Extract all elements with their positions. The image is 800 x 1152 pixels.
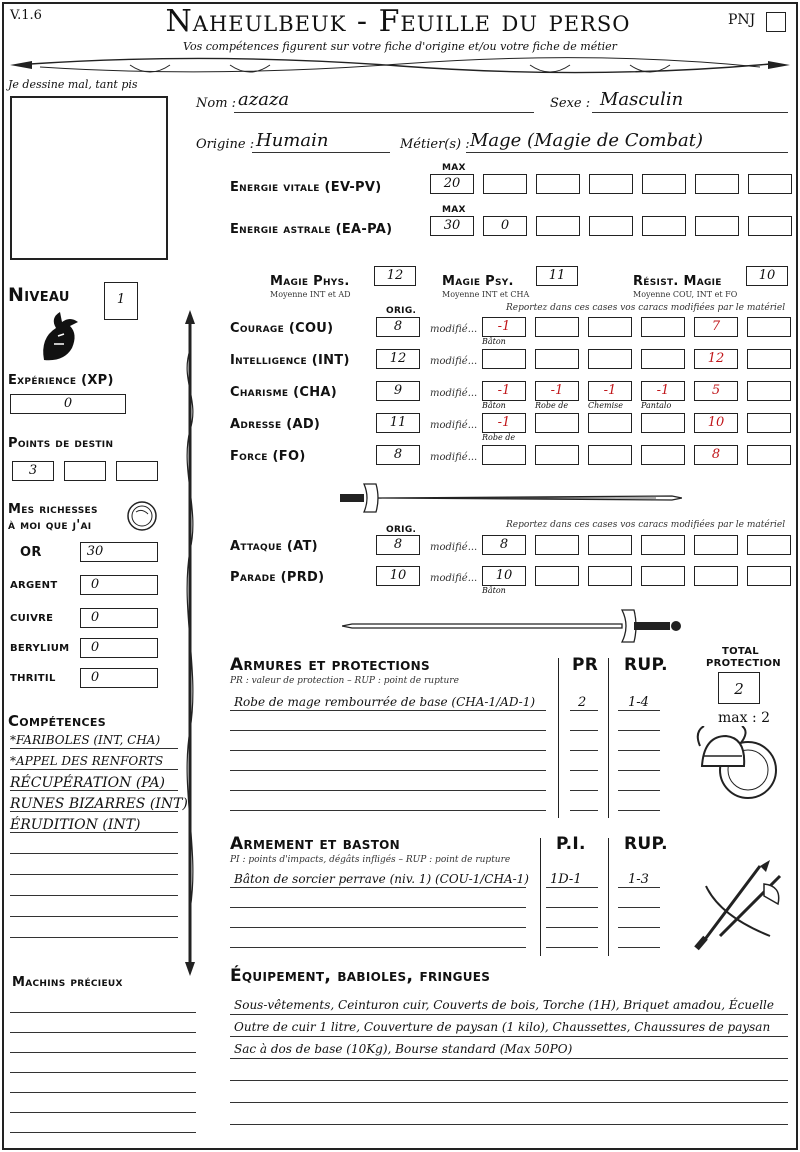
- ea-box-3[interactable]: [536, 216, 580, 236]
- wealth-value-argent: 0: [90, 577, 100, 592]
- armor-rup-line: [618, 790, 660, 791]
- equipment-line: [230, 1124, 788, 1125]
- combat-mod-value-1-1: 8: [499, 537, 509, 552]
- competences-title: Compétences: [8, 712, 106, 730]
- weapon-rup-line: [618, 907, 660, 908]
- ornament-divider: [10, 54, 790, 76]
- stat-mod-source-3-3: Chemise: [588, 401, 623, 410]
- stat-mod-box-4-6[interactable]: [747, 413, 791, 433]
- niveau-label: Niveau: [8, 284, 70, 306]
- weapons-divider-1: [540, 838, 541, 956]
- ea-value-1: 30: [443, 218, 461, 233]
- combat-modifie-label-1: modifié...: [430, 542, 478, 553]
- stat-modifie-label-1: modifié...: [430, 324, 478, 335]
- stat-mod-box-2-4[interactable]: [641, 349, 685, 369]
- combat-mod-box-2-4[interactable]: [641, 566, 685, 586]
- stat-mod-value-3-3: -1: [603, 383, 617, 398]
- ea-box-7[interactable]: [748, 216, 792, 236]
- stat-mod-box-5-3[interactable]: [588, 445, 632, 465]
- wealth-value-thritil: 0: [90, 670, 100, 685]
- armor-title: Armures et protections: [230, 655, 430, 675]
- weapon-rup-line: [618, 947, 660, 948]
- stat-orig-value-1: 8: [393, 319, 403, 334]
- equipment-title: Équipement, babioles, fringues: [230, 966, 491, 986]
- ev-box-7[interactable]: [748, 174, 792, 194]
- weapons-divider-2: [608, 838, 609, 956]
- ea-label: Energie astrale (EA-PA): [230, 222, 393, 237]
- stat-label-1: Courage (COU): [230, 321, 334, 336]
- sword-decoration-2: [342, 606, 682, 646]
- magie-phys-value: 12: [386, 268, 404, 283]
- armor-item-rup: 1-4: [628, 695, 649, 710]
- stat-mod-value-1-1: -1: [497, 319, 511, 334]
- combat-mod-box-1-3[interactable]: [588, 535, 632, 555]
- stat-mod-value-5-5: 8: [711, 447, 721, 462]
- ev-box-5[interactable]: [642, 174, 686, 194]
- stat-mod-box-2-6[interactable]: [747, 349, 791, 369]
- skill-item: RÉCUPÉRATION (PA): [10, 775, 166, 791]
- page-subtitle: Vos compétences figurent sur votre fiche d'origine et/ou votre fiche de métier: [183, 40, 617, 53]
- xp-label: Expérience (XP): [8, 373, 114, 388]
- weapon-name-line: [230, 947, 526, 948]
- xp-value: 0: [63, 396, 73, 411]
- weapons-col-pi: P.I.: [556, 834, 586, 854]
- weapon-pi-line: [546, 947, 598, 948]
- equipment-line: [230, 1058, 788, 1059]
- portrait-box[interactable]: [10, 96, 168, 260]
- stat-mod-box-4-2[interactable]: [535, 413, 579, 433]
- combat-label-1: Attaque (AT): [230, 539, 318, 554]
- ev-value-1: 20: [443, 176, 461, 191]
- skill-line: [10, 769, 178, 770]
- combat-orig-value-1: 8: [393, 537, 403, 552]
- skill-item: *FARIBOLES (INT, CHA): [10, 733, 161, 747]
- combat-label-2: Parade (PRD): [230, 570, 325, 585]
- stat-mod-box-4-4[interactable]: [641, 413, 685, 433]
- weapon-pi-line: [546, 927, 598, 928]
- combat-mod-box-2-6[interactable]: [747, 566, 791, 586]
- combat-mod-box-2-3[interactable]: [588, 566, 632, 586]
- resist-label: Résist. Magie: [633, 274, 722, 289]
- armor-col-rup: RUP.: [624, 655, 668, 675]
- ea-max-label: MAX: [442, 205, 466, 215]
- ea-box-5[interactable]: [642, 216, 686, 236]
- weapon-item-name: Bâton de sorcier perrave (niv. 1) (COU-1/CHA-1): [234, 872, 529, 886]
- precious-line: [10, 1112, 196, 1113]
- ea-value-2: 0: [500, 218, 510, 233]
- equipment-line: [230, 1080, 788, 1081]
- armor-pr-line: [570, 750, 598, 751]
- equipment-line: [230, 1014, 788, 1015]
- armor-name-line: [230, 730, 546, 731]
- weapons-title: Armement et baston: [230, 834, 401, 854]
- armor-rup-line: [618, 730, 660, 731]
- nom-label: Nom :: [196, 96, 237, 111]
- armor-pr-line: [570, 810, 598, 811]
- metier-line: [466, 152, 788, 153]
- precious-line: [10, 1032, 196, 1033]
- stat-mod-box-2-2[interactable]: [535, 349, 579, 369]
- stat-mod-value-1-5: 7: [711, 319, 721, 334]
- combat-orig-value-2: 10: [389, 568, 407, 583]
- skill-line: [10, 916, 178, 917]
- niveau-value: 1: [116, 292, 126, 307]
- weapon-name-line: [230, 907, 526, 908]
- nom-line: [234, 112, 534, 113]
- stat-modifie-label-4: modifié...: [430, 420, 478, 431]
- weapons-icon: [690, 856, 790, 956]
- armor-name-line: [230, 750, 546, 751]
- sexe-field[interactable]: Masculin: [600, 89, 684, 110]
- nom-field[interactable]: azaza: [238, 89, 290, 110]
- combat-note: Reportez dans ces cases vos caracs modifiées par le matériel: [506, 520, 786, 530]
- stat-orig-value-3: 9: [393, 383, 403, 398]
- destin-box-2[interactable]: [64, 461, 106, 481]
- ev-max-label: MAX: [442, 163, 466, 173]
- weapon-name-line: [230, 887, 526, 888]
- stat-orig-value-5: 8: [393, 447, 403, 462]
- precious-line: [10, 1012, 196, 1013]
- armor-pr-line: [570, 770, 598, 771]
- max-protection-label: max : 2: [718, 710, 771, 726]
- armor-rup-line: [618, 770, 660, 771]
- wealth-value-berylium: 0: [90, 640, 100, 655]
- stat-label-3: Charisme (CHA): [230, 385, 337, 400]
- armor-col-pr: PR: [572, 655, 599, 675]
- stat-orig-value-2: 12: [389, 351, 407, 366]
- stat-mod-box-5-2[interactable]: [535, 445, 579, 465]
- stat-mod-box-2-1[interactable]: [482, 349, 526, 369]
- stat-mod-source-4-1: Robe de: [482, 433, 516, 442]
- combat-mod-value-2-1: 10: [495, 568, 513, 583]
- ev-label: Energie vitale (EV-PV): [230, 180, 382, 195]
- stat-mod-value-4-5: 10: [707, 415, 725, 430]
- stat-mod-value-3-2: -1: [550, 383, 564, 398]
- stat-mod-source-3-4: Pantalo: [641, 401, 672, 410]
- stat-modifie-label-2: modifié...: [430, 356, 478, 367]
- pnj-label: PNJ: [728, 12, 756, 28]
- weapon-rup-line: [618, 887, 660, 888]
- armor-rup-line: [618, 810, 660, 811]
- precious-line: [10, 1092, 196, 1093]
- skill-item: *APPEL DES RENFORTS: [10, 754, 164, 768]
- equipment-item: Outre de cuir 1 litre, Couverture de paysan (1 kilo), Chaussettes, Chaussures de paysan: [234, 1020, 771, 1034]
- sword-decoration-1: [336, 478, 682, 518]
- origine-label: Origine :: [196, 137, 255, 152]
- combat-mod-box-1-6[interactable]: [747, 535, 791, 555]
- magie-psy-sub: Moyenne INT et CHA: [442, 290, 530, 299]
- weapon-name-line: [230, 927, 526, 928]
- weapon-pi-line: [546, 887, 598, 888]
- precious-line: [10, 1132, 196, 1133]
- armor-pr-line: [570, 730, 598, 731]
- armor-pr-line: [570, 790, 598, 791]
- stat-label-4: Adresse (AD): [230, 417, 321, 432]
- stat-mod-value-4-1: -1: [497, 415, 511, 430]
- stat-orig-value-4: 11: [389, 415, 407, 430]
- dragon-icon: [34, 308, 84, 366]
- skill-line: [10, 937, 178, 938]
- coin-icon: [126, 500, 158, 532]
- armor-name-line: [230, 770, 546, 771]
- weapon-item-pi: 1D-1: [550, 872, 582, 887]
- wealth-value-or: 30: [86, 544, 104, 559]
- stat-mod-value-3-5: 5: [711, 383, 721, 398]
- sexe-line: [592, 112, 788, 113]
- resist-value: 10: [758, 268, 776, 283]
- combat-orig-label: ORIG.: [386, 525, 417, 535]
- armor-divider-2: [608, 658, 609, 818]
- precious-line: [10, 1052, 196, 1053]
- stat-mod-box-1-6[interactable]: [747, 317, 791, 337]
- stat-mod-box-5-4[interactable]: [641, 445, 685, 465]
- magie-phys-sub: Moyenne INT et AD: [270, 290, 351, 299]
- armor-name-line: [230, 790, 546, 791]
- equipment-line: [230, 1102, 788, 1103]
- wealth-label-berylium: BERYLIUM: [10, 643, 70, 654]
- skill-line: [10, 895, 178, 896]
- skill-item: RUNES BIZARRES (INT): [10, 796, 188, 812]
- armor-item-name: Robe de mage rembourrée de base (CHA-1/AD-1): [234, 695, 536, 709]
- armor-pr-line: [570, 710, 598, 711]
- stat-mod-box-1-4[interactable]: [641, 317, 685, 337]
- origine-line: [252, 152, 390, 153]
- wealth-label-argent: ARGENT: [10, 580, 58, 591]
- ev-box-4[interactable]: [589, 174, 633, 194]
- resist-sub: Moyenne COU, INT et FO: [633, 290, 738, 299]
- combat-mod-box-2-5[interactable]: [694, 566, 738, 586]
- wealth-label-thritil: THRITIL: [10, 673, 56, 684]
- equipment-item: Sac à dos de base (10Kg), Bourse standard (Max 50PO): [234, 1042, 573, 1056]
- wealth-value-cuivre: 0: [90, 610, 100, 625]
- stat-mod-source-3-2: Robe de: [535, 401, 569, 410]
- skill-item: ÉRUDITION (INT): [10, 817, 141, 833]
- portrait-caption: Je dessine mal, tant pis: [8, 78, 138, 91]
- magie-phys-label: Magie Phys.: [270, 274, 350, 289]
- stat-mod-box-2-3[interactable]: [588, 349, 632, 369]
- stat-mod-box-4-3[interactable]: [588, 413, 632, 433]
- armor-item-pr: 2: [578, 695, 587, 710]
- stat-mod-source-1-1: Bâton: [482, 337, 506, 346]
- stat-label-5: Force (FO): [230, 449, 306, 464]
- weapon-item-rup: 1-3: [628, 872, 649, 887]
- version-label: V.1.6: [10, 8, 42, 23]
- ev-box-2[interactable]: [483, 174, 527, 194]
- skill-line: [10, 748, 178, 749]
- weapons-legend: PI : points d'impacts, dégâts infligés – RUP : point de rupture: [230, 855, 511, 865]
- skill-line: [10, 874, 178, 875]
- combat-mod-source-2-1: Bâton: [482, 586, 506, 595]
- richesses-label-1: Mes richesses: [8, 502, 98, 517]
- magie-psy-label: Magie Psy.: [442, 274, 514, 289]
- ev-box-3[interactable]: [536, 174, 580, 194]
- stats-orig-label: ORIG.: [386, 306, 417, 316]
- skill-line: [10, 853, 178, 854]
- stat-mod-box-3-6[interactable]: [747, 381, 791, 401]
- equipment-line: [230, 1036, 788, 1037]
- armor-name-line: [230, 810, 546, 811]
- total-label-1: TOTAL: [722, 646, 759, 657]
- ea-box-6[interactable]: [695, 216, 739, 236]
- combat-mod-box-2-2[interactable]: [535, 566, 579, 586]
- total-protection-value: 2: [734, 680, 744, 698]
- stat-mod-value-3-1: -1: [497, 383, 511, 398]
- combat-modifie-label-2: modifié...: [430, 573, 478, 584]
- machins-title: Machins précieux: [12, 975, 123, 990]
- combat-mod-box-1-5[interactable]: [694, 535, 738, 555]
- weapon-rup-line: [618, 927, 660, 928]
- ea-box-4[interactable]: [589, 216, 633, 236]
- richesses-label-2: à moi que j'ai: [8, 518, 92, 533]
- wealth-label-cuivre: CUIVRE: [10, 613, 54, 624]
- armor-legend: PR : valeur de protection – RUP : point de rupture: [230, 676, 459, 686]
- destin-box-3[interactable]: [116, 461, 158, 481]
- ev-box-6[interactable]: [695, 174, 739, 194]
- armor-rup-line: [618, 750, 660, 751]
- weapons-col-rup: RUP.: [624, 834, 668, 854]
- stat-mod-source-3-1: Bâton: [482, 401, 506, 410]
- stats-note: Reportez dans ces cases vos caracs modifiées par le matériel: [506, 303, 786, 313]
- stat-mod-box-5-6[interactable]: [747, 445, 791, 465]
- helmet-shield-icon: [694, 726, 778, 808]
- combat-mod-box-1-4[interactable]: [641, 535, 685, 555]
- weapon-pi-line: [546, 907, 598, 908]
- stat-mod-box-5-1[interactable]: [482, 445, 526, 465]
- stat-label-2: Intelligence (INT): [230, 353, 350, 368]
- metier-label: Métier(s) :: [400, 137, 470, 152]
- stat-modifie-label-3: modifié...: [430, 388, 478, 399]
- stat-mod-box-1-3[interactable]: [588, 317, 632, 337]
- sexe-label: Sexe :: [550, 96, 591, 111]
- destin-label: Points de destin: [8, 436, 114, 451]
- combat-mod-box-1-2[interactable]: [535, 535, 579, 555]
- stat-mod-value-2-5: 12: [707, 351, 725, 366]
- armor-divider-1: [558, 658, 559, 818]
- stat-modifie-label-5: modifié...: [430, 452, 478, 463]
- pnj-checkbox[interactable]: [766, 12, 786, 32]
- wealth-label-or: OR: [20, 545, 42, 560]
- total-label-2: PROTECTION: [706, 658, 781, 669]
- magie-psy-value: 11: [548, 268, 566, 283]
- page-title: Naheulbeuk - Feuille du perso: [165, 4, 631, 39]
- stat-mod-value-3-4: -1: [656, 383, 670, 398]
- equipment-item: Sous-vêtements, Ceinturon cuir, Couverts de bois, Torche (1H), Briquet amadou, Écuelle: [234, 998, 774, 1012]
- armor-name-line: [230, 710, 546, 711]
- precious-line: [10, 1072, 196, 1073]
- armor-rup-line: [618, 710, 660, 711]
- metier-field[interactable]: Mage (Magie de Combat): [470, 130, 703, 151]
- staff-decoration: [178, 310, 202, 976]
- origine-field[interactable]: Humain: [256, 130, 329, 151]
- destin-value-1: 3: [28, 463, 38, 478]
- stat-mod-box-1-2[interactable]: [535, 317, 579, 337]
